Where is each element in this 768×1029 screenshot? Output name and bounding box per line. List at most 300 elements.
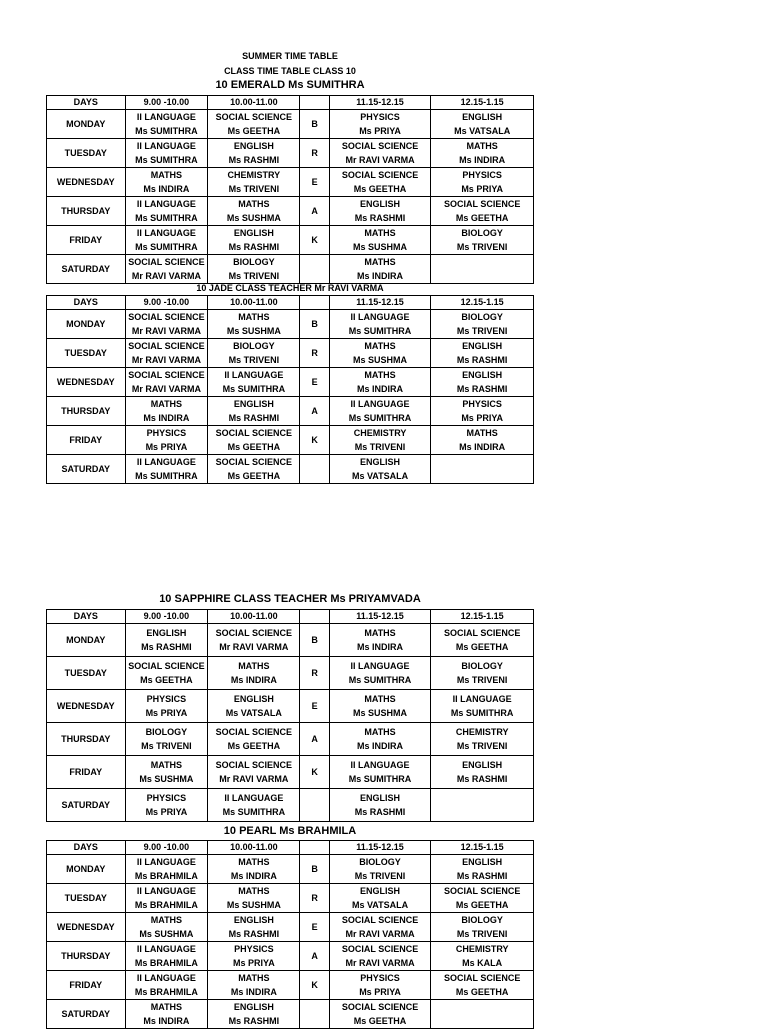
column-header: 10.00-11.00 (208, 296, 300, 310)
subject-label: BIOLOGY (145, 727, 188, 737)
break-letter: E (300, 690, 329, 723)
teacher-label: Ms SUMITHRA (135, 213, 198, 223)
teacher-label: Mr RAVI VARMA (131, 355, 201, 365)
teacher-label: Ms GEETHA (227, 442, 281, 452)
subject-label: MATHS (238, 973, 270, 983)
subject-label: PHYSICS (360, 112, 400, 122)
subject-label: BIOLOGY (461, 915, 503, 925)
table-row (47, 226, 534, 255)
subject-label: II LANGUAGE (136, 228, 196, 238)
period-cell (431, 723, 534, 756)
table-row (47, 789, 534, 822)
subject-label: SOCIAL SCIENCE (341, 915, 419, 925)
period-cell (125, 723, 208, 756)
subject-label: ENGLISH (462, 370, 503, 380)
period-cell (208, 657, 300, 690)
subject-label: SOCIAL SCIENCE (215, 457, 293, 467)
break-letter: A (300, 723, 329, 756)
teacher-label: Ms SUMITHRA (135, 155, 198, 165)
day-cell: SATURDAY (47, 255, 126, 284)
subject-label: ENGLISH (233, 141, 274, 151)
period-cell (329, 971, 431, 1000)
day-cell: THURSDAY (47, 942, 126, 971)
period-cell (329, 855, 431, 884)
period-cell (208, 226, 300, 255)
teacher-label: Ms SUMITHRA (135, 242, 198, 252)
section-heading-pearl: 10 PEARL Ms BRAHMILA (223, 825, 357, 837)
subject-label: MATHS (364, 257, 396, 267)
teacher-label: Ms RASHMI (228, 1016, 280, 1026)
teacher-label: Ms SUMITHRA (450, 708, 514, 718)
period-cell (431, 310, 534, 339)
period-cell (125, 455, 208, 484)
subject-label: ENGLISH (462, 112, 503, 122)
column-header: 11.15-12.15 (329, 296, 431, 310)
teacher-label: Ms RASHMI (354, 213, 406, 223)
subject-label: II LANGUAGE (136, 457, 196, 467)
period-cell (208, 197, 300, 226)
teacher-label: Ms VATSALA (225, 708, 282, 718)
period-cell (329, 690, 431, 723)
period-cell (208, 690, 300, 723)
period-cell (208, 397, 300, 426)
teacher-label: Ms SUSHMA (353, 242, 408, 252)
subject-label: ENGLISH (233, 915, 274, 925)
period-cell (125, 913, 208, 942)
period-cell (125, 197, 208, 226)
teacher-label: Mr RAVI VARMA (345, 155, 415, 165)
period-cell (329, 756, 431, 789)
period-cell (125, 339, 208, 368)
subject-label: MATHS (150, 915, 183, 925)
period-cell (329, 310, 431, 339)
subject-label: II LANGUAGE (136, 141, 196, 151)
teacher-label: Ms INDIRA (357, 741, 404, 751)
subject-label: PHYSICS (146, 428, 187, 438)
section-heading-emerald: 10 EMERALD Ms SUMITHRA (215, 79, 365, 91)
day-cell: FRIDAY (47, 971, 126, 1000)
teacher-label: Ms PRIYA (145, 708, 188, 718)
break-letter: K (300, 426, 329, 455)
subject-label: SOCIAL SCIENCE (341, 170, 419, 180)
teacher-label: Ms PRIYA (145, 807, 188, 817)
subject-label: SOCIAL SCIENCE (128, 341, 205, 351)
teacher-label: Ms SUMITHRA (222, 384, 286, 394)
period-cell (208, 339, 300, 368)
period-cell (329, 1000, 431, 1029)
period-cell (431, 168, 534, 197)
subject-label: SOCIAL SCIENCE (443, 628, 521, 638)
column-header: 11.15-12.15 (329, 841, 431, 855)
table-row (47, 397, 534, 426)
teacher-label: Ms PRIYA (461, 413, 503, 423)
day-cell: SATURDAY (47, 1000, 126, 1029)
subject-label: MATHS (150, 170, 183, 180)
teacher-label: Ms GEETHA (353, 1016, 407, 1026)
period-cell (329, 139, 431, 168)
subject-label: II LANGUAGE (136, 199, 196, 209)
timetable-sapphire (46, 609, 534, 822)
subject-label: II LANGUAGE (350, 760, 410, 770)
period-cell (208, 255, 300, 284)
period-cell (208, 310, 300, 339)
column-header: 9.00 -10.00 (125, 610, 208, 624)
period-cell (125, 789, 208, 822)
teacher-label: Ms TRIVENI (141, 741, 192, 751)
teacher-label: Ms PRIYA (461, 184, 503, 194)
period-cell (208, 971, 300, 1000)
teacher-label: Ms RASHMI (456, 384, 508, 394)
day-cell: TUESDAY (47, 884, 126, 913)
subject-label: SOCIAL SCIENCE (215, 428, 293, 438)
subject-label: ENGLISH (360, 886, 401, 896)
teacher-label: Ms RASHMI (228, 413, 280, 423)
teacher-label: Mr RAVI VARMA (345, 929, 415, 939)
period-cell (329, 255, 431, 284)
timetable-pearl (46, 840, 534, 1029)
period-cell (329, 397, 431, 426)
subject-label: II LANGUAGE (136, 886, 196, 896)
period-cell (208, 723, 300, 756)
subject-label: MATHS (364, 341, 396, 351)
break-letter: R (300, 339, 329, 368)
period-cell (431, 942, 534, 971)
subject-label: SOCIAL SCIENCE (128, 370, 205, 380)
teacher-label: Ms INDIRA (357, 271, 404, 281)
teacher-label: Ms SUSHMA (226, 213, 281, 223)
table-row (47, 884, 534, 913)
teacher-label: Ms SUSHMA (139, 929, 194, 939)
teacher-label: Ms RASHMI (228, 242, 280, 252)
period-cell (329, 168, 431, 197)
teacher-label: Mr RAVI VARMA (345, 958, 415, 968)
period-cell (208, 884, 300, 913)
table-row (47, 197, 534, 226)
period-cell (431, 855, 534, 884)
period-cell (329, 789, 431, 822)
timetable-jade (46, 295, 534, 484)
teacher-label: Ms SUMITHRA (348, 774, 412, 784)
table-row (47, 310, 534, 339)
period-cell (431, 397, 534, 426)
period-cell (125, 756, 208, 789)
teacher-label: Ms RASHMI (456, 871, 508, 881)
column-header: 9.00 -10.00 (125, 96, 208, 110)
subject-label: BIOLOGY (461, 312, 503, 322)
subject-label: BIOLOGY (461, 661, 503, 671)
subject-label: SOCIAL SCIENCE (128, 312, 205, 322)
table-row (47, 368, 534, 397)
subject-label: II LANGUAGE (350, 399, 410, 409)
column-header: 12.15-1.15 (431, 610, 534, 624)
period-cell (208, 368, 300, 397)
table-row (47, 139, 534, 168)
subject-label: ENGLISH (360, 199, 401, 209)
subject-label: MATHS (364, 628, 396, 638)
teacher-label: Ms SUSHMA (226, 326, 281, 336)
period-cell (125, 368, 208, 397)
subject-label: MATHS (238, 312, 270, 322)
teacher-label: Ms TRIVENI (228, 271, 280, 281)
break-letter: E (300, 368, 329, 397)
teacher-label: Mr RAVI VARMA (219, 774, 289, 784)
teacher-label: Ms RASHMI (354, 807, 406, 817)
document-title: SUMMER TIME TABLE (242, 51, 338, 61)
period-cell (125, 884, 208, 913)
period-cell (208, 455, 300, 484)
table-row (47, 942, 534, 971)
subject-label: SOCIAL SCIENCE (341, 944, 419, 954)
period-cell (329, 197, 431, 226)
table-row (47, 339, 534, 368)
teacher-label: Ms TRIVENI (354, 442, 406, 452)
header-row (47, 96, 534, 110)
teacher-label: Ms KALA (462, 958, 503, 968)
period-cell (431, 624, 534, 657)
day-cell: FRIDAY (47, 226, 126, 255)
subject-label: ENGLISH (233, 399, 274, 409)
day-cell: THURSDAY (47, 723, 126, 756)
period-cell (208, 168, 300, 197)
teacher-label: Ms BRAHMILA (134, 987, 198, 997)
break-letter: B (300, 855, 329, 884)
subject-label: CHEMISTRY (455, 727, 509, 737)
table-row (47, 455, 534, 484)
column-header (300, 96, 329, 110)
period-cell (431, 197, 534, 226)
teacher-label: Ms INDIRA (357, 642, 404, 652)
period-cell (125, 397, 208, 426)
period-cell (431, 426, 534, 455)
period-cell (125, 139, 208, 168)
teacher-label: Mr RAVI VARMA (219, 642, 289, 652)
day-cell: MONDAY (47, 855, 126, 884)
period-cell (431, 339, 534, 368)
period-cell (431, 455, 534, 484)
period-cell (431, 110, 534, 139)
day-cell: MONDAY (47, 110, 126, 139)
teacher-label: Ms GEETHA (227, 126, 281, 136)
subject-label: SOCIAL SCIENCE (215, 760, 293, 770)
period-cell (431, 139, 534, 168)
subject-label: PHYSICS (462, 170, 502, 180)
day-cell: TUESDAY (47, 139, 126, 168)
day-cell: WEDNESDAY (47, 168, 126, 197)
teacher-label: Ms INDIRA (459, 155, 506, 165)
period-cell (125, 942, 208, 971)
period-cell (208, 942, 300, 971)
teacher-label: Ms GEETHA (455, 213, 509, 223)
teacher-label: Ms SUSHMA (353, 708, 408, 718)
day-cell: FRIDAY (47, 426, 126, 455)
subject-label: BIOLOGY (359, 857, 401, 867)
day-cell: THURSDAY (47, 197, 126, 226)
column-header: 10.00-11.00 (208, 610, 300, 624)
subject-label: II LANGUAGE (350, 661, 410, 671)
period-cell (329, 723, 431, 756)
column-header (300, 296, 329, 310)
subject-label: MATHS (364, 727, 396, 737)
teacher-label: Ms PRIYA (359, 126, 401, 136)
subject-label: II LANGUAGE (136, 973, 196, 983)
subject-label: MATHS (364, 228, 396, 238)
break-letter: R (300, 657, 329, 690)
subject-label: ENGLISH (233, 1002, 274, 1012)
subject-label: SOCIAL SCIENCE (341, 1002, 419, 1012)
break-letter: K (300, 226, 329, 255)
break-letter: B (300, 310, 329, 339)
subject-label: MATHS (238, 661, 270, 671)
break-letter: A (300, 397, 329, 426)
teacher-label: Ms GEETHA (455, 987, 509, 997)
subject-label: MATHS (238, 886, 270, 896)
teacher-label: Ms INDIRA (143, 413, 190, 423)
subject-label: PHYSICS (234, 944, 274, 954)
period-cell (208, 913, 300, 942)
period-cell (329, 884, 431, 913)
document-subtitle: CLASS TIME TABLE CLASS 10 (224, 66, 356, 76)
teacher-label: Ms BRAHMILA (134, 871, 198, 881)
break-letter: K (300, 756, 329, 789)
period-cell (329, 426, 431, 455)
teacher-label: Ms INDIRA (230, 675, 277, 685)
table-row (47, 168, 534, 197)
table-row (47, 855, 534, 884)
day-cell: MONDAY (47, 310, 126, 339)
teacher-label: Mr RAVI VARMA (131, 326, 201, 336)
period-cell (431, 789, 534, 822)
teacher-label: Ms VATSALA (351, 900, 409, 910)
period-cell (329, 110, 431, 139)
period-cell (431, 657, 534, 690)
table-row (47, 690, 534, 723)
teacher-label: Ms RASHMI (456, 355, 508, 365)
table-row (47, 1000, 534, 1029)
subject-label: SOCIAL SCIENCE (443, 886, 521, 896)
teacher-label: Ms TRIVENI (228, 184, 280, 194)
subject-label: II LANGUAGE (136, 857, 196, 867)
period-cell (431, 226, 534, 255)
period-cell (125, 110, 208, 139)
subject-label: SOCIAL SCIENCE (443, 973, 521, 983)
subject-label: SOCIAL SCIENCE (215, 112, 293, 122)
teacher-label: Ms INDIRA (143, 184, 190, 194)
teacher-label: Ms VATSALA (351, 471, 409, 481)
subject-label: II LANGUAGE (224, 793, 284, 803)
teacher-label: Ms GEETHA (227, 471, 281, 481)
section-heading-sapphire: 10 SAPPHIRE CLASS TEACHER Ms PRIYAMVADA (159, 593, 421, 605)
subject-label: ENGLISH (233, 228, 274, 238)
break-letter: E (300, 168, 329, 197)
column-header: 9.00 -10.00 (125, 296, 208, 310)
subject-label: BIOLOGY (233, 341, 275, 351)
break-letter: A (300, 197, 329, 226)
period-cell (431, 756, 534, 789)
teacher-label: Ms RASHMI (228, 155, 280, 165)
period-cell (329, 913, 431, 942)
period-cell (431, 368, 534, 397)
subject-label: ENGLISH (462, 760, 503, 770)
period-cell (329, 657, 431, 690)
period-cell (329, 624, 431, 657)
teacher-label: Ms TRIVENI (354, 871, 406, 881)
period-cell (208, 426, 300, 455)
header-row (47, 841, 534, 855)
teacher-label: Ms INDIRA (230, 987, 277, 997)
subject-label: SOCIAL SCIENCE (128, 257, 205, 267)
day-cell: WEDNESDAY (47, 690, 126, 723)
period-cell (125, 255, 208, 284)
subject-label: SOCIAL SCIENCE (443, 199, 521, 209)
period-cell (208, 756, 300, 789)
subject-label: II LANGUAGE (136, 944, 196, 954)
teacher-label: Ms TRIVENI (228, 355, 280, 365)
subject-label: PHYSICS (360, 973, 400, 983)
period-cell (431, 913, 534, 942)
period-cell (125, 226, 208, 255)
teacher-label: Ms BRAHMILA (134, 900, 198, 910)
teacher-label: Ms RASHMI (141, 642, 192, 652)
table-row (47, 255, 534, 284)
timetable-emerald (46, 95, 534, 284)
section-heading-jade: 10 JADE CLASS TEACHER Mr RAVI VARMA (196, 283, 384, 293)
period-cell (125, 971, 208, 1000)
period-cell (125, 310, 208, 339)
period-cell (208, 1000, 300, 1029)
teacher-label: Ms GEETHA (140, 675, 193, 685)
subject-label: MATHS (150, 760, 183, 770)
subject-label: ENGLISH (462, 857, 503, 867)
break-letter: R (300, 884, 329, 913)
teacher-label: Ms SUMITHRA (135, 471, 198, 481)
teacher-label: Ms INDIRA (459, 442, 506, 452)
table-row (47, 723, 534, 756)
column-header: 12.15-1.15 (431, 296, 534, 310)
teacher-label: Ms SUMITHRA (348, 675, 412, 685)
subject-label: CHEMISTRY (227, 170, 281, 180)
teacher-label: Ms GEETHA (455, 642, 509, 652)
subject-label: BIOLOGY (233, 257, 275, 267)
period-cell (208, 855, 300, 884)
teacher-label: Ms SUMITHRA (135, 126, 198, 136)
column-header: DAYS (47, 96, 126, 110)
teacher-label: Mr RAVI VARMA (131, 271, 201, 281)
period-cell (208, 139, 300, 168)
table-row (47, 657, 534, 690)
break-letter: B (300, 624, 329, 657)
teacher-label: Ms RASHMI (228, 929, 280, 939)
period-cell (329, 942, 431, 971)
header-row (47, 610, 534, 624)
break-letter (300, 789, 329, 822)
break-letter (300, 455, 329, 484)
column-header: 9.00 -10.00 (125, 841, 208, 855)
subject-label: SOCIAL SCIENCE (128, 661, 205, 671)
period-cell (431, 255, 534, 284)
column-header: 10.00-11.00 (208, 96, 300, 110)
subject-label: CHEMISTRY (353, 428, 407, 438)
period-cell (431, 690, 534, 723)
teacher-label: Ms TRIVENI (456, 929, 508, 939)
subject-label: PHYSICS (146, 793, 187, 803)
break-letter: A (300, 942, 329, 971)
period-cell (125, 168, 208, 197)
table-row (47, 110, 534, 139)
teacher-label: Ms RASHMI (456, 774, 508, 784)
day-cell: WEDNESDAY (47, 913, 126, 942)
teacher-label: Ms SUSHMA (139, 774, 194, 784)
period-cell (125, 690, 208, 723)
